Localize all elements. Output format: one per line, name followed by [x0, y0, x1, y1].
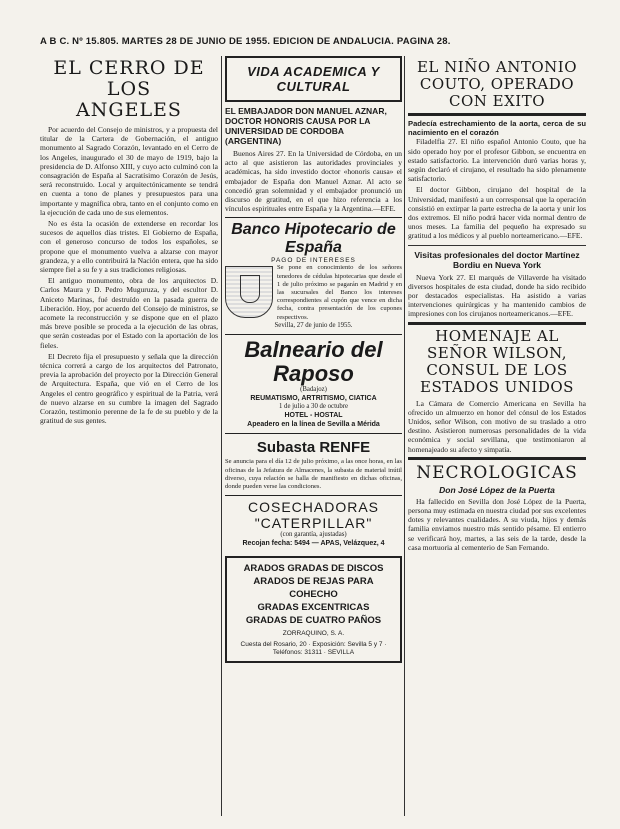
ad-subtitle: PAGO DE INTERESES	[271, 257, 356, 265]
ad-line: GRADAS EXCENTRICAS	[257, 602, 370, 614]
ad-contact: Recojan fecha: 5494 — APAS, Velázquez, 4	[242, 539, 385, 547]
ad-subtitle: (con garantía, ajustadas)	[280, 531, 347, 539]
ad-subasta-renfe	[225, 433, 402, 495]
column-left	[40, 56, 218, 428]
ad-arados	[225, 556, 402, 663]
paragraph: El doctor Gibbon, cirujano del hospital de la Universidad, manifestó a un corresponsal que la operación consistió en extirpar la parte estrecha de la aorta y unir los dos extremos. El niño podrá hacer vida normal dentro de unos meses. La familia del pequeño ha expresado su gratitud a los médicos y al pueblo norteamericano.—EFE.	[408, 185, 586, 241]
ad-line: GRADAS DE CUATRO PAÑOS	[245, 615, 382, 627]
ad-title: Subasta RENFE	[256, 439, 371, 457]
article-body	[408, 497, 586, 552]
ad-line: 1 de julio a 30 de octubre	[278, 403, 349, 411]
ad-title: COSECHADORAS	[247, 499, 380, 516]
ad-date: Sevilla, 27 de junio de 1955.	[274, 321, 353, 329]
ad-title: "CATERPILLAR"	[254, 515, 373, 532]
ad-line: COHECHO	[289, 589, 338, 601]
ad-line: REUMATISMO, ARTRITISMO, CIATICA	[250, 394, 377, 402]
ad-line: ARADOS DE REJAS PARA	[253, 576, 374, 588]
article-body	[408, 399, 586, 454]
paragraph: Por acuerdo del Consejo de ministros, y a propuesta del titular de la Cartera de Gobernación, el antiguo monumento al Sagrado Corazón, levantado en el Cerro de los Angeles, inaugurado el 30 de mayo de 1919, bajo la presidencia de D. Alfonso XIII, y cuyo acto culminó con la consagración de España al Sacratísimo Corazón de Jesús, será reconstruido. Local y arquitectónicamente se tendrá en cuenta a tono de planes y presupuestos para una importante y magnífica obra, tanto en el conjunto como en la ejecución de cada uno de sus elementos.	[40, 125, 218, 217]
coat-of-arms-icon	[225, 266, 273, 318]
paragraph: El Decreto fija el presupuesto y señala que la dirección técnica correrá a cargo de los arquitectos del Patronato, previa la aprobación del proyecto por la Dirección General de Arquitectura. España, que vió en el Cerro de los Angeles el centro geográfico y espiritual de la Patria, verá de nuevo alzarse en su cumbre la imagen del Sagrado Corazón, testimonio perenne de la fe de su pueblo y de la gratitud de sus gentes.	[40, 351, 218, 426]
article-body	[408, 137, 586, 240]
divider	[408, 245, 586, 246]
ad-subtitle: (Badajoz)	[300, 386, 327, 394]
paragraph: La Cámara de Comercio Americana en Sevilla ha ofrecido un almuerzo en honor del cónsul de los Estados Unidos, señor Wilson, con motivo de su traslado a otro destino. Asistieron numerosas personalidades de la vida económica y social sevillana, que testimoniaron al homenajeado su afecto y simpatía.	[408, 398, 586, 454]
divider	[408, 457, 586, 460]
divider	[408, 322, 586, 325]
title-line: EL CERRO DE LOS	[53, 57, 205, 100]
article-body	[40, 125, 218, 426]
ad-footer: Cuesta del Rosario, 20 · Exposición: Sevilla 5 y 7 · Teléfonos: 31311 · SEVILLA	[240, 641, 387, 657]
paragraph: Ha fallecido en Sevilla don José López de la Puerta, persona muy estimada en nuestra ciudad por sus excelentes dotes y relevantes cualidades. A su viuda, hijos y demás familia enviamos nuestro más sentido pésame. El entierro se verificará hoy, martes, a las seis de la tarde, desde la casa mortuoria al cementerio de San Fernando.	[408, 496, 586, 552]
ad-balneario	[225, 334, 402, 433]
paragraph: Buenos Aires 27. En la Universidad de Córdoba, en un acto al que asistieron las autoridades provinciales y académicas, ha sido investido doctor «honoris causa» el embajador de España don Manuel Aznar. Al acto se concedió gran solemnidad y el embajador pronunció un discurso de gratitud, en el que hizo referencia a los vínculos espirituales entre España y la Argentina.—EFE.	[225, 149, 402, 214]
ad-text: Se pone en conocimiento de los señores tenedores de cédulas hipotecarias que desde el 1 de julio próximo se pagarán en Madrid y en las sucursales del Banco los intereses correspondientes al cupón que vence en dicha fecha, contra presentación de los cupones respectivos.	[277, 264, 402, 321]
paragraph: Nueva York 27. El marqués de Villaverde ha visitado diversos hospitales de esta ciudad, donde ha sido recibido por destacados especialistas. Ha asistido a varias intervenciones quirúrgicas y ha mantenido cambios de impresiones con los cirujanos norteamericanos.—EFE.	[408, 272, 586, 319]
section-title: NECROLOGICAS	[416, 462, 578, 483]
page-header: A B C. Nº 15.805. MARTES 28 DE JUNIO DE 1955. EDICION DE ANDALUCIA. PAGINA 28.	[40, 36, 451, 47]
article-title	[40, 58, 218, 121]
ad-text: Se anuncia para el día 12 de julio próximo, a las once horas, en las oficinas de la Jefatura de Almacenes, la subasta de material inútil diverso, cuya relación se halla de manifiesto en dichas oficinas, donde pueden verse las condiciones.	[225, 458, 402, 491]
article-subhead: EL EMBAJADOR DON MANUEL AZNAR, DOCTOR HONORIS CAUSA POR LA UNIVERSIDAD DE CORDOBA (ARGENTINA)	[225, 106, 387, 146]
article-subhead: Visitas profesionales del doctor Martínez Bordiu en Nueva York	[414, 249, 580, 270]
ad-line: ARADOS GRADAS DE DISCOS	[243, 563, 384, 575]
article-title: EL NIÑO ANTONIO COUTO, OPERADO CON EXITO	[416, 58, 578, 110]
paragraph: No es ésta la ocasión de extenderse en recordar los sucesos de aquellos días tristes. El Gobierno de España, con el generoso concurso de todos los españoles, se propone que el monumento vuelva a alzarse con mayor grandeza, y a ello contribuirá la Nación entera, que ha sido siempre fiel a su fe y a sus tradiciones religiosas.	[40, 219, 218, 275]
obituary-name: Don José López de la Puerta	[439, 484, 555, 495]
ad-cosechadoras	[225, 495, 402, 552]
article-title: HOMENAJE AL SEÑOR WILSON, CONSUL DE LOS ESTADOS UNIDOS	[420, 326, 574, 396]
paragraph: Filadelfia 27. El niño español Antonio Couto, que ha sido operado hoy por el profesor Gibbon, se encuentra en estado satisfactorio. La intervención duró varias horas y, según declaró el cirujano, el resultado ha sido plenamente satisfactorio.	[408, 137, 586, 184]
ad-line: HOTEL - HOSTAL	[284, 411, 343, 419]
ad-body-row	[225, 264, 402, 321]
divider	[408, 113, 586, 116]
article-body	[225, 149, 402, 213]
ad-logo: Banco Hipotecario de España	[231, 221, 396, 257]
article-body	[408, 273, 586, 319]
section-title: VIDA ACADEMICA Y CULTURAL	[225, 56, 402, 102]
ad-logo: Balneario del Raposo	[244, 337, 383, 387]
column-right	[408, 56, 586, 554]
ad-footer: ZORRAQUINO, S. A.	[282, 630, 345, 638]
title-line: ANGELES	[76, 99, 182, 121]
column-divider	[404, 56, 405, 816]
column-middle	[225, 56, 402, 663]
column-divider	[221, 56, 222, 816]
paragraph: El antiguo monumento, obra de los arquitectos D. Carlos Maura y D. Pedro Muguruza, y del escultor D. Aniceto Marinas, fué destruído en la pasada guerra de Liberación. Hoy, por acuerdo del Consejo de ministros, se acomete la reconstrucción y se dispone que en el plazo más breve posible se proceda a la ejecución de las obras, que serán costeadas por el Estado con la aportación de los fieles.	[40, 276, 218, 350]
article-subhead: Padecía estrechamiento de la aorta, cerca de su nacimiento en el corazón	[408, 119, 586, 138]
ad-banco-hipotecario	[225, 217, 402, 334]
ad-line: Apeadero en la línea de Sevilla a Mérida	[247, 420, 380, 428]
